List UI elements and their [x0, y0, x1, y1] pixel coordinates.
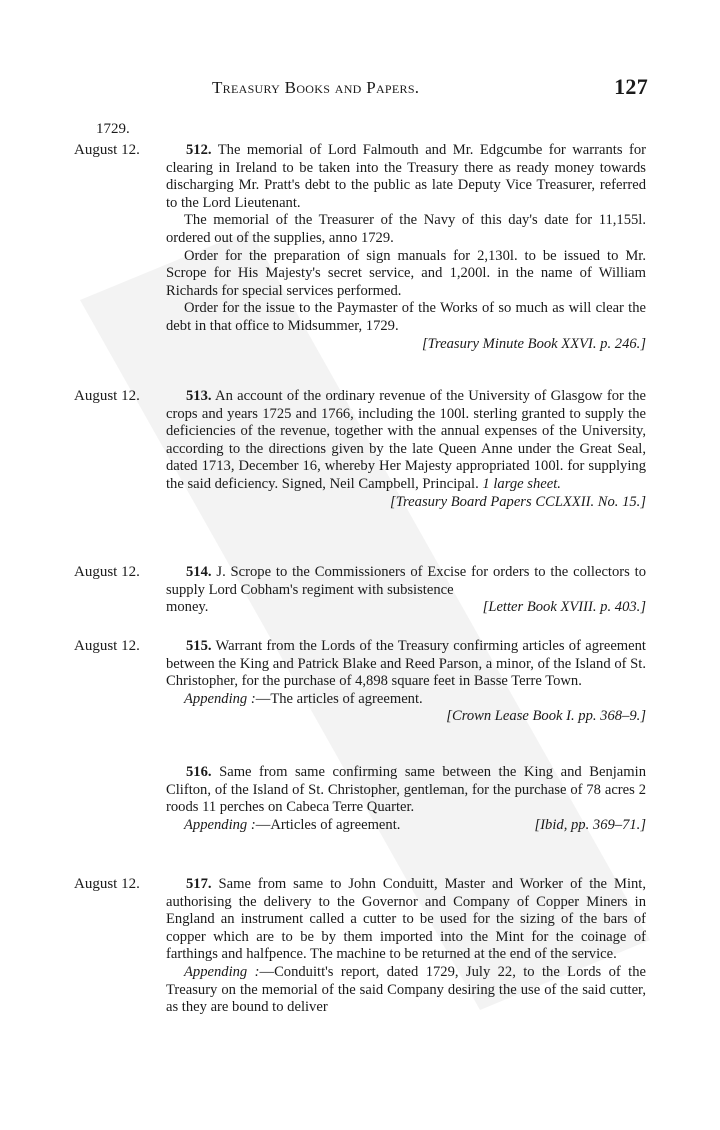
entry-date: August 12. [74, 142, 140, 158]
page-header [212, 74, 648, 104]
source-reference: [Treasury Board Papers CCLXXII. No. 15.] [390, 493, 646, 510]
paragraph: 517. Same from same to John Conduitt, Master and Worker of the Mint, authorising the delivery to the Governor and Company of Copper Miners in England an instrument called a cutter to be used for the sizing of the bars of copper which are to be by them imported into the Mint for the coinage of farthings and halfpence. The machine to be returned at the end of the service. [166, 876, 647, 963]
entry-number: 515. [186, 638, 212, 654]
appending-line: Appending :—Articles of agreement. [Ibid, pp. 369–71.] [184, 816, 646, 833]
paragraph: Order for the preparation of sign manuals for 2,130l. to be issued to Mr. Scrope for His Majesty's secret service, and 1,200l. in the name of William Richards for special services performed. [166, 247, 646, 299]
entry-number: 513. [186, 388, 212, 404]
last-line: money. [Letter Book XVIII. p. 403.] [166, 599, 646, 616]
appending-line: Appending :—Conduitt's report, dated 1729, July 22, to the Lords of the Treasury on the memorial of the said Company desiring the use of the said cutter, as they are bound to deliver [166, 963, 646, 1016]
entry-number: 517. [186, 876, 212, 892]
paragraph: The memorial of the Treasurer of the Navy of this day's date for 11,155l. ordered out of the supplies, anno 1729. [166, 212, 646, 246]
entry-date: August 12. [74, 388, 140, 404]
entry-number: 516. [186, 764, 212, 780]
paragraph: 515. Warrant from the Lords of the Treasury confirming articles of agreement between the King and Patrick Blake and Reed Parson, a minor, of the Island of St. Christopher, for the purchase of 4,898 square feet in Basse Terre Town. [166, 638, 646, 690]
paragraph: 514. J. Scrope to the Commissioners of Excise for orders to the collectors to supply Lord Cobham's regiment with subsistence [166, 564, 646, 598]
entry-number: 514. [186, 564, 212, 580]
note: 1 large sheet. [482, 475, 561, 492]
appending-line: Appending :—The articles of agreement. [184, 690, 423, 707]
paragraph: 513. An account of the ordinary revenue of the University of Glasgow for the crops and years 1725 and 1766, including the 100l. sterling granted to supply the deficiencies of the revenue, together with the annual expenses of the University, according to the directions given by the late Queen Anne under the Great Seal, dated 1713, December 16, whereby Her Majesty appropriated 100l. for supplying the said deficiency. Signed, Neil Campbell, Principal. 1 large sheet. [166, 388, 646, 492]
source-reference: [Crown Lease Book I. pp. 368–9.] [446, 708, 646, 725]
paragraph: Order for the issue to the Paymaster of the Works of so much as will clear the debt in that office to Midsummer, 1729. [166, 300, 646, 334]
paragraph: 516. Same from same confirming same between the King and Benjamin Clifton, of the Island of St. Christopher, gentleman, for the purchase of 78 acres 2 roods 11 perches on Cabeca Terre Quarter. [166, 764, 646, 816]
entry-body [166, 388, 646, 511]
source-reference: [Treasury Minute Book XXVI. p. 246.] [421, 335, 646, 352]
entry-body [166, 564, 646, 617]
entry-body [166, 764, 646, 834]
entry-body [166, 876, 646, 1017]
source-reference: [Letter Book XVIII. p. 403.] [482, 599, 646, 616]
entry-date: August 12. [74, 564, 140, 580]
running-title: Treasury Books and Papers. [212, 78, 420, 97]
year-label: 1729. [96, 121, 130, 137]
entry-number: 512. [186, 142, 212, 158]
entry-body [166, 142, 646, 353]
entry-body [166, 638, 646, 726]
entry-date: August 12. [74, 638, 140, 654]
page-number: 127 [614, 74, 648, 99]
source-reference: [Ibid, pp. 369–71.] [534, 816, 646, 833]
entry-date: August 12. [74, 876, 140, 892]
paragraph: 512. The memorial of Lord Falmouth and Mr. Edgcumbe for warrants for clearing in Ireland to be taken into the Treasury there as ready money towards discharging Mr. Pratt's debt to the public as late Deputy Vice Treasurer, referred to the Lord Lieutenant. [166, 142, 646, 211]
